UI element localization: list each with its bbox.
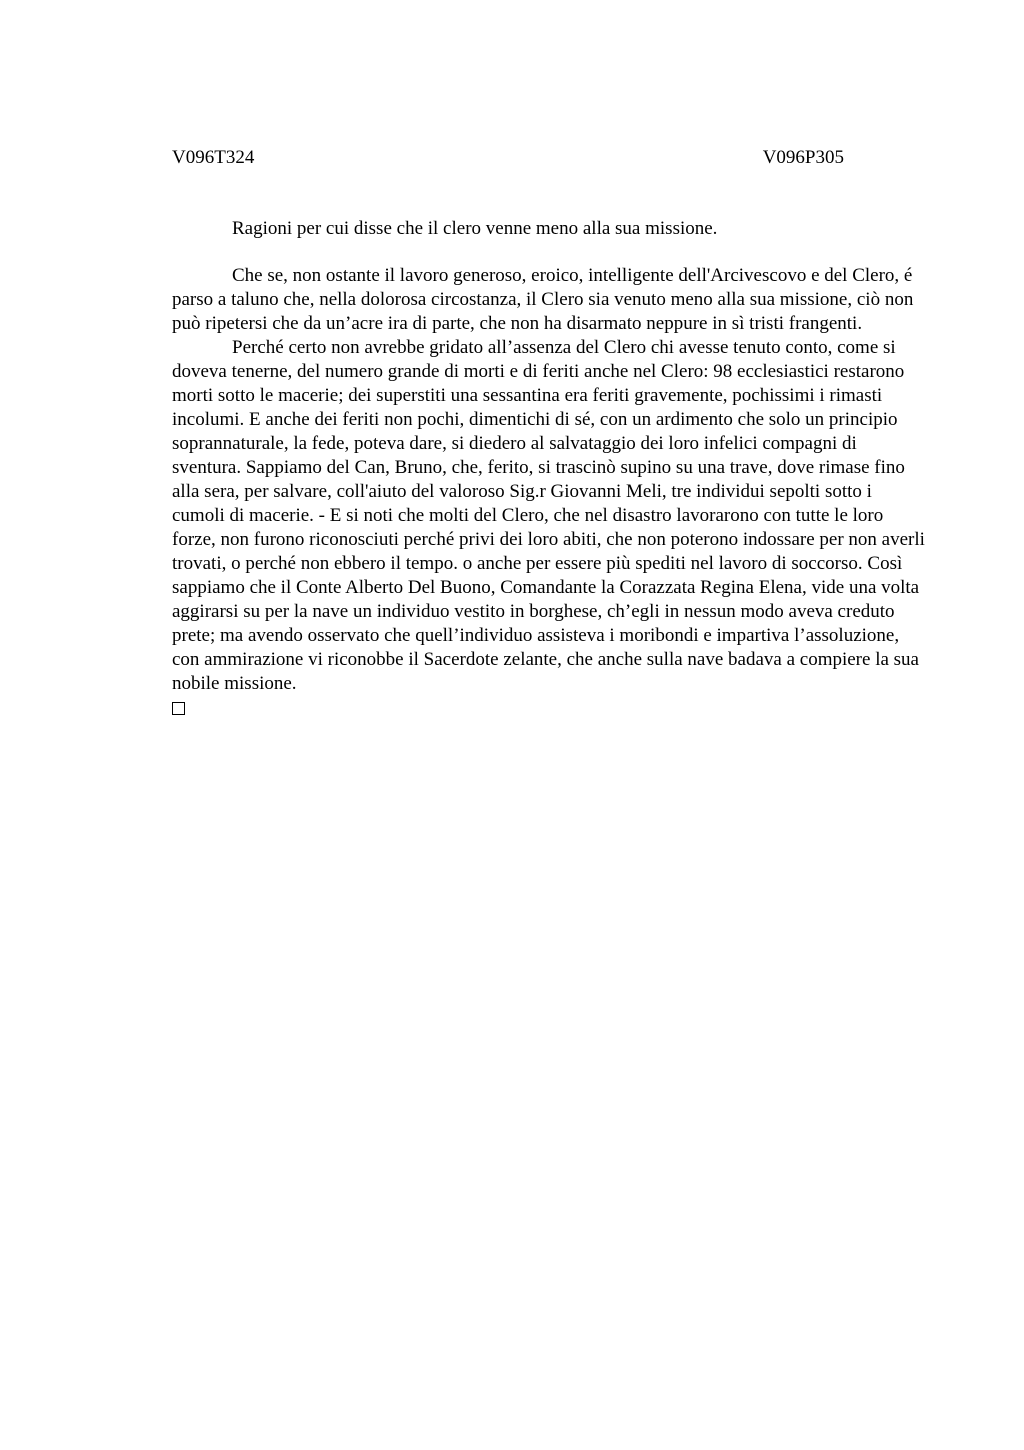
document-code-left: V096T324 (172, 147, 255, 168)
document-body (172, 217, 928, 722)
page-header (172, 146, 844, 172)
empty-square-icon (172, 702, 185, 715)
section-heading: Ragioni per cui disse che il clero venne meno alla sua missione. (232, 218, 718, 239)
paragraph-2: Perché certo non avrebbe gridato all’assenza del Clero chi avesse tenuto conto, come si doveva tenerne, del numero grande di morti e di feriti anche nel Clero: 98 ecclesiastici restarono morti sotto le macerie; dei superstiti una sessantina era feriti gravemente, pochissimi i rimasti incolumi. E anche dei feriti non pochi, dimentichi di sé, con un ardimento che solo un principio soprannaturale, la fede, poteva dare, si diedero al salvataggio dei loro infelici compagni di sventura. Sappiamo del Can, Bruno, che, ferito, si trascinò supino su una trave, dove rimase fino alla sera, per salvare, coll'aiuto del valoroso Sig.r Giovanni Meli, tre individui sepolti sotto i cumoli di macerie. - E si noti che molti del Clero, che nel disastro lavorarono con tutte le loro forze, non furono riconosciuti perché privi dei loro abiti, che non poterono indossare per non averli trovati, o perché non ebbero il tempo. o anche per essere più spediti nel lavoro di soccorso. Così sappiamo che il Conte Alberto Del Buono, Comandante la Corazzata Regina Elena, vide una volta aggirarsi su per la nave un individuo vestito in borghese, ch’egli in nessun modo aveva creduto prete; ma avendo osservato che quell’individuo assisteva i moribondi e impartiva l’assoluzione, con ammirazione vi riconobbe il Sacerdote zelante, che anche sulla nave badava a compiere la sua nobile missione. (172, 337, 925, 694)
paragraph-1: Che se, non ostante il lavoro generoso, eroico, intelligente dell'Arcivescovo e del Clero, é parso a taluno che, nella dolorosa circostanza, il Clero sia venuto meno alla sua missione, ciò non può ripetersi che da un’acre ira di parte, che non ha disarmato neppure in sì tristi frangenti. (172, 265, 914, 334)
document-code-right: V096P305 (762, 147, 844, 168)
